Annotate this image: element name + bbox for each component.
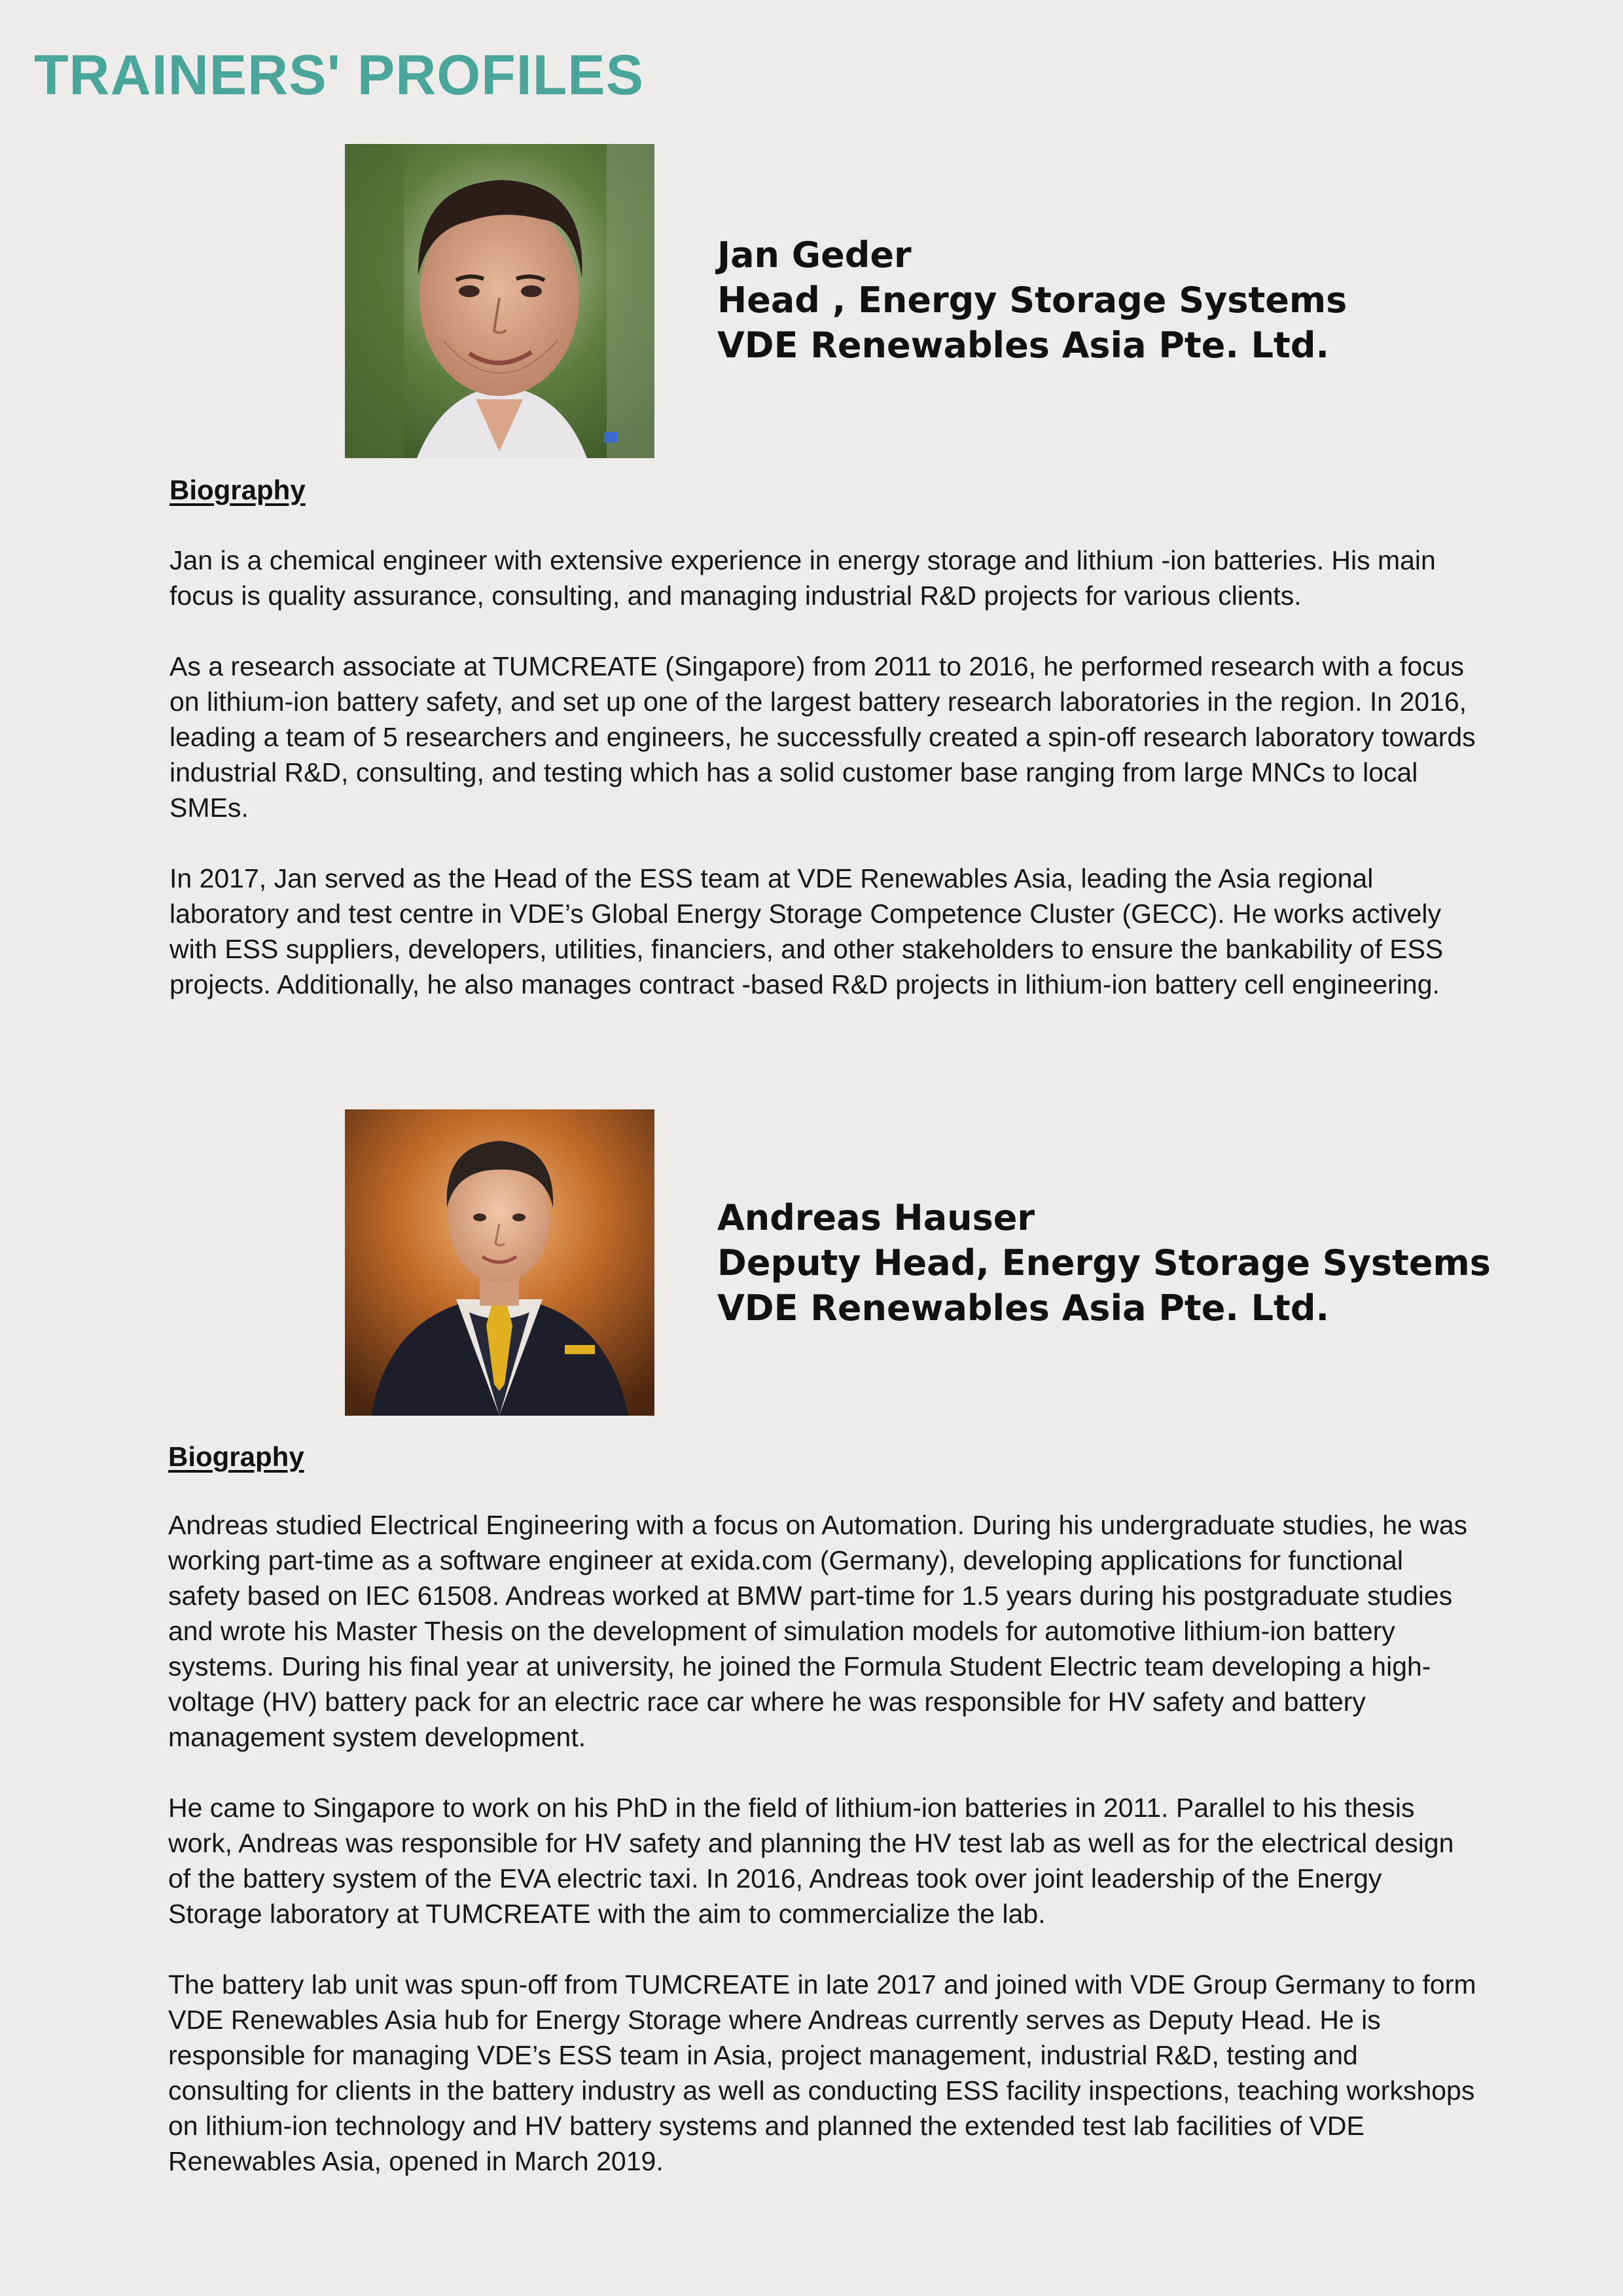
trainer-role: Deputy Head, Energy Storage Systems	[717, 1242, 1491, 1283]
trainer-company: VDE Renewables Asia Pte. Ltd.	[717, 325, 1330, 366]
biography-paragraph: In 2017, Jan served as the Head of the ESS team at VDE Renewables Asia, leading the Asia regional laboratory and test centre in VDE’s Global Energy Storage Competence Cluster (GECC). He works actively with ESS suppliers, developers, utilities, financiers, and other stakeholders to ensure the bankability of ESS projects. Additionally, he also manages contract -based R&D projects in lithium-ion battery cell engineering.	[169, 863, 1444, 999]
biography-text	[169, 543, 1478, 1002]
portrait-photo-icon	[345, 144, 654, 458]
biography-paragraph: Andreas studied Electrical Engineering with a focus on Automation. During his undergraduate studies, he was working part-time as a software engineer at exida.com (Germany), developing applications for functional safety based on IEC 61508. Andreas worked at BMW part-time for 1.5 years during his postgraduate studies and wrote his Master Thesis on the development of simulation models for automotive lithium-ion battery systems. During his final year at university, he joined the Formula Student Electric team developing a high-voltage (HV) battery pack for an electric race car where he was responsible for HV safety and battery management system development.	[168, 1510, 1468, 1752]
trainer-company: VDE Renewables Asia Pte. Ltd.	[717, 1287, 1330, 1329]
portrait-photo-icon	[345, 1109, 654, 1416]
biography-paragraph: As a research associate at TUMCREATE (Singapore) from 2011 to 2016, he performed research with a focus on lithium-ion battery safety, and set up one of the largest battery research laboratories in the region. In 2016, leading a team of 5 researchers and engineers, he successfully created a spin-off research laboratory towards industrial R&D, consulting, and testing which has a solid customer base ranging from large MNCs to local SMEs.	[169, 651, 1476, 823]
biography-text	[168, 1507, 1477, 2179]
biography-paragraph: The battery lab unit was spun-off from TUMCREATE in late 2017 and joined with VDE Group Germany to form VDE Renewables Asia hub for Energy Storage where Andreas currently serves as Deputy Head. He is responsible for managing VDE’s ESS team in Asia, project management, industrial R&D, testing and consulting for clients in the battery industry as well as conducting ESS facility inspections, teaching workshops on lithium-ion technology and HV battery systems and planned the extended test lab facilities of VDE Renewables Asia, opened in March 2019.	[168, 1969, 1476, 2176]
trainer-header-1	[717, 232, 1347, 368]
page-title: TRAINERS' PROFILES	[34, 44, 644, 107]
trainer-name: Andreas Hauser	[717, 1197, 1035, 1238]
trainer-name: Jan Geder	[717, 234, 912, 276]
trainer-role: Head , Energy Storage Systems	[717, 279, 1347, 321]
trainer-photo-2	[345, 1109, 654, 1416]
biography-paragraph: Jan is a chemical engineer with extensive experience in energy storage and lithium -ion batteries. His main focus is quality assurance, consulting, and managing industrial R&D projects for various clients.	[169, 545, 1436, 611]
biography-heading: Biography	[169, 475, 306, 505]
trainer-photo-1	[345, 144, 654, 458]
biography-heading: Biography	[168, 1441, 304, 1472]
trainer-header-2	[717, 1195, 1491, 1331]
biography-paragraph: He came to Singapore to work on his PhD in the field of lithium-ion batteries in 2011. Parallel to his thesis work, Andreas was responsible for HV safety and planning the HV test lab as well as for the electrical design of the battery system of the EVA electric taxi. In 2016, Andreas took over joint leadership of the Energy Storage laboratory at TUMCREATE with the aim to commercialize the lab.	[168, 1793, 1454, 1929]
